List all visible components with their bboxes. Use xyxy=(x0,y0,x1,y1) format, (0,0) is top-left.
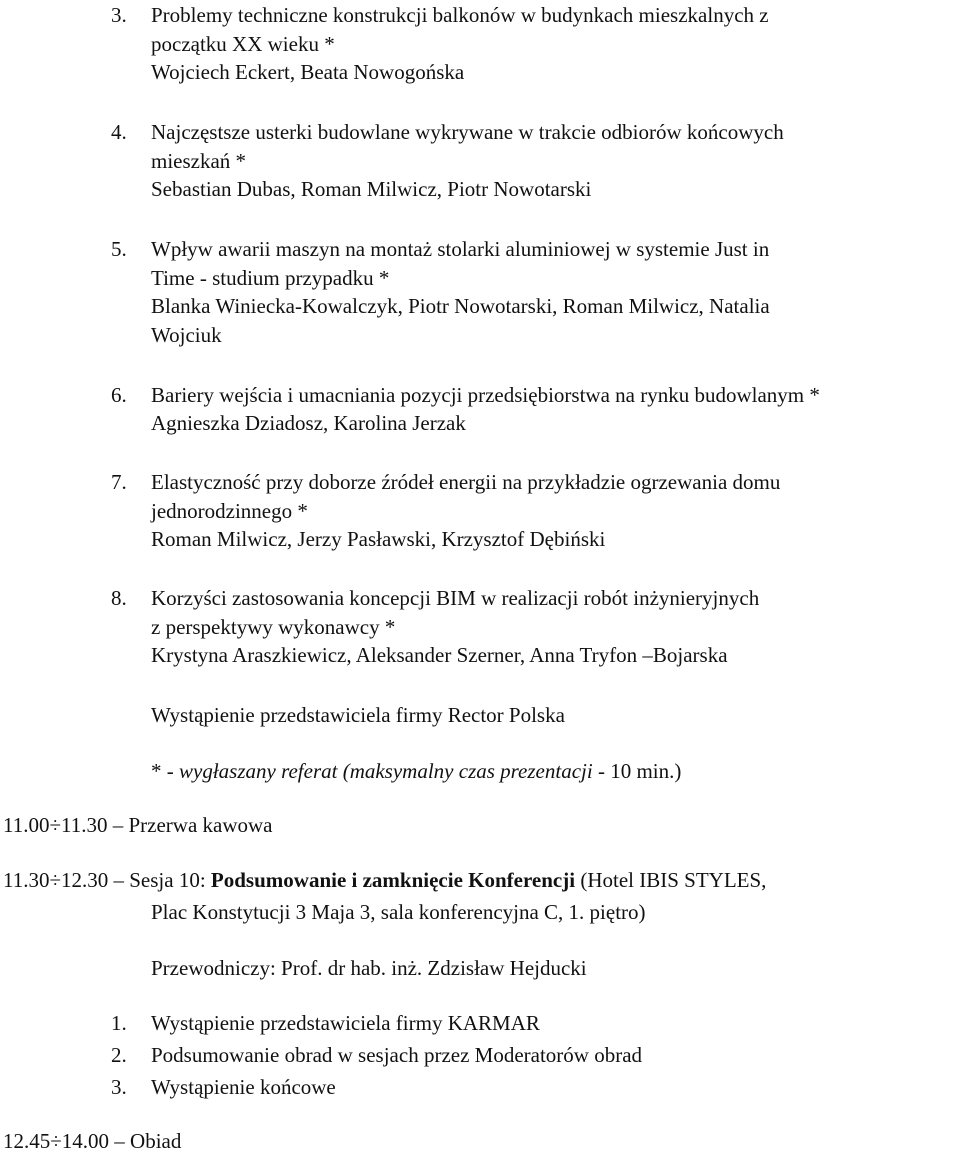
item-title: początku XX wieku * xyxy=(151,32,335,56)
note-tail: - 10 min.) xyxy=(592,759,682,783)
item-authors: Agnieszka Dziadosz, Karolina Jerzak xyxy=(151,411,466,435)
coffee-break: 11.00÷11.30 – Przerwa kawowa xyxy=(3,813,273,837)
session-venue: (Hotel IBIS STYLES, xyxy=(575,868,767,892)
item-authors: Blanka Winiecka-Kowalczyk, Piotr Nowotarski, Roman Milwicz, Natalia xyxy=(151,294,770,318)
item-title: z perspektywy wykonawcy * xyxy=(151,615,396,639)
item-title: Korzyści zastosowania koncepcji BIM w realizacji robót inżynieryjnych xyxy=(151,586,760,610)
item-title: mieszkań * xyxy=(151,149,247,173)
item-title: Wpływ awarii maszyn na montaż stolarki aluminiowej w systemie Just in xyxy=(151,237,770,261)
item-title: Bariery wejścia i umacniania pozycji przedsiębiorstwa na rynku budowlanym * xyxy=(151,383,820,407)
item-title: Elastyczność przy doborze źródeł energii na przykładzie ogrzewania domu xyxy=(151,470,781,494)
session-chair: Przewodniczy: Prof. dr hab. inż. Zdzisław Hejducki xyxy=(151,956,587,980)
session-time: 11.30÷12.30 – Sesja 10: xyxy=(3,868,211,892)
item-title: Problemy techniczne konstrukcji balkonów w budynkach mieszkalnych z xyxy=(151,3,769,27)
item-number: 5. xyxy=(111,237,127,261)
session-venue-line2: Plac Konstytucji 3 Maja 3, sala konferencyjna C, 1. piętro) xyxy=(151,900,646,924)
note-star: * - xyxy=(151,759,179,783)
item-authors: Krystyna Araszkiewicz, Aleksander Szerner, Anna Tryfon –Bojarska xyxy=(151,643,728,667)
list-item: Podsumowanie obrad w sesjach przez Moderatorów obrad xyxy=(151,1043,643,1067)
list-item-number: 1. xyxy=(111,1011,127,1035)
session-title: Podsumowanie i zamknięcie Konferencji xyxy=(210,868,576,892)
item-number: 3. xyxy=(111,3,127,27)
item-number: 4. xyxy=(111,120,127,144)
rector-presentation: Wystąpienie przedstawiciela firmy Rector Polska xyxy=(151,703,565,727)
item-authors: Wojciuk xyxy=(151,323,222,347)
list-item-number: 2. xyxy=(111,1043,127,1067)
presentation-note xyxy=(151,757,681,786)
item-number: 6. xyxy=(111,383,127,407)
note-italic: wygłaszany referat (maksymalny czas prezentacji xyxy=(179,759,593,783)
item-number: 8. xyxy=(111,586,127,610)
list-item: Wystąpienie końcowe xyxy=(151,1075,336,1099)
item-authors: Sebastian Dubas, Roman Milwicz, Piotr Nowotarski xyxy=(151,177,592,201)
list-item: Wystąpienie przedstawiciela firmy KARMAR xyxy=(151,1011,540,1035)
list-item-number: 3. xyxy=(111,1075,127,1099)
item-title: jednorodzinnego * xyxy=(151,499,308,523)
session-heading xyxy=(3,866,766,895)
item-number: 7. xyxy=(111,470,127,494)
item-authors: Roman Milwicz, Jerzy Pasławski, Krzysztof Dębiński xyxy=(151,527,606,551)
item-title: Time - studium przypadku * xyxy=(151,266,390,290)
lunch: 12.45÷14.00 – Obiad xyxy=(3,1129,182,1153)
item-title: Najczęstsze usterki budowlane wykrywane w trakcie odbiorów końcowych xyxy=(151,120,784,144)
item-authors: Wojciech Eckert, Beata Nowogońska xyxy=(151,60,465,84)
